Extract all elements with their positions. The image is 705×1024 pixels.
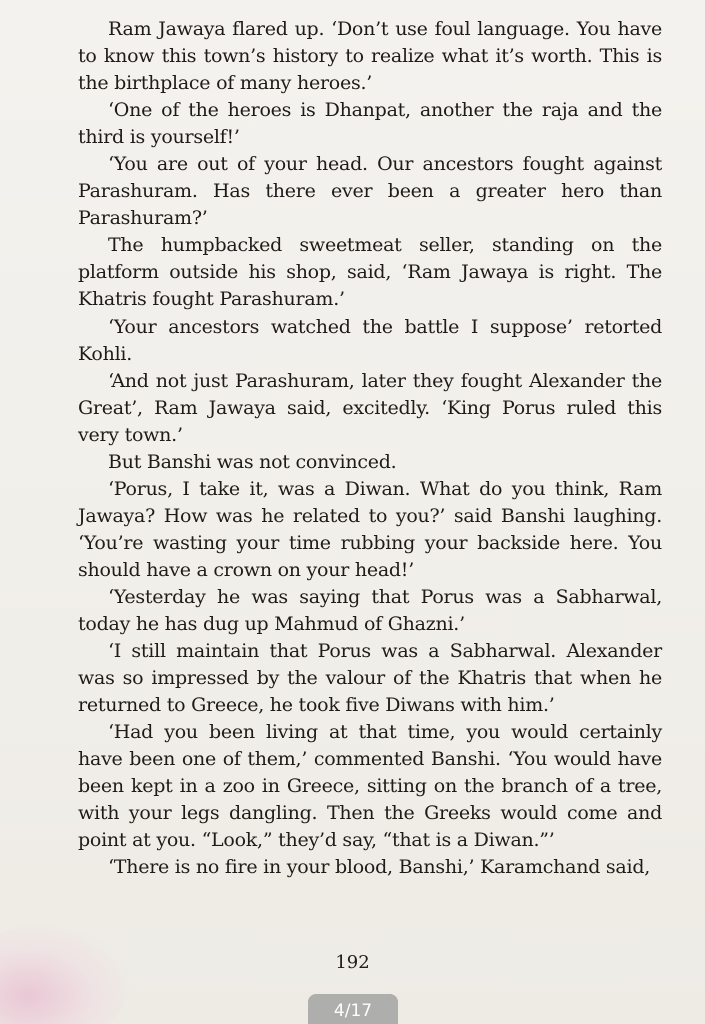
paragraph-5: ‘Your ancestors watched the battle I suppose’ retorted Kohli. bbox=[78, 315, 662, 365]
paragraph-12: ‘There is no fire in your blood, Banshi,’ Karamchand said, bbox=[108, 856, 651, 879]
body-text bbox=[78, 16, 662, 882]
paragraph-11: ‘Had you been living at that time, you would certainly have been one of them,’ commented Banshi. ‘You would have been kept in a zoo in Greece, sitting on the branch of a tree, with your legs dangling. Then the Greeks would come and point at you. “Look,” they’d say, “that is a Diwan.”’ bbox=[78, 721, 662, 852]
page-indicator: 4/17 bbox=[308, 994, 398, 1024]
paragraph-7: But Banshi was not convinced. bbox=[108, 450, 397, 473]
paragraph-10: ‘I still maintain that Porus was a Sabharwal. Alexander was so impressed by the valour of the Khatris that when he returned to Greece, he took five Diwans with him.’ bbox=[78, 640, 662, 717]
page-smudge bbox=[0, 924, 130, 1024]
paragraph-9: ‘Yesterday he was saying that Porus was a Sabharwal, today he has dug up Mahmud of Ghazni.’ bbox=[78, 585, 662, 636]
paragraph-4: The humpbacked sweetmeat seller, standing on the platform outside his shop, said, ‘Ram Jawaya is right. The Khatris fought Parashuram.’ bbox=[78, 234, 662, 311]
paragraph-1: Ram Jawaya flared up. ‘Don’t use foul language. You have to know this town’s history to realize what it’s worth. This is the birthplace of many heroes.’ bbox=[78, 18, 662, 95]
paragraph-3: ‘You are out of your head. Our ancestors fought against Parashuram. Has there ever been a greater hero than Parashuram?’ bbox=[78, 153, 662, 230]
page-number: 192 bbox=[335, 952, 370, 973]
paragraph-8: ‘Porus, I take it, was a Diwan. What do you think, Ram Jawaya? How was he related to you?’ said Banshi laughing. ‘You’re wasting your time rubbing your backside here. You should have a crown on your head!’ bbox=[78, 477, 662, 581]
paragraph-6: ‘And not just Parashuram, later they fought Alexander the Great’, Ram Jawaya said, excitedly. ‘King Porus ruled this very town.’ bbox=[78, 369, 662, 446]
paragraph-2: ‘One of the heroes is Dhanpat, another the raja and the third is yourself!’ bbox=[78, 99, 662, 149]
